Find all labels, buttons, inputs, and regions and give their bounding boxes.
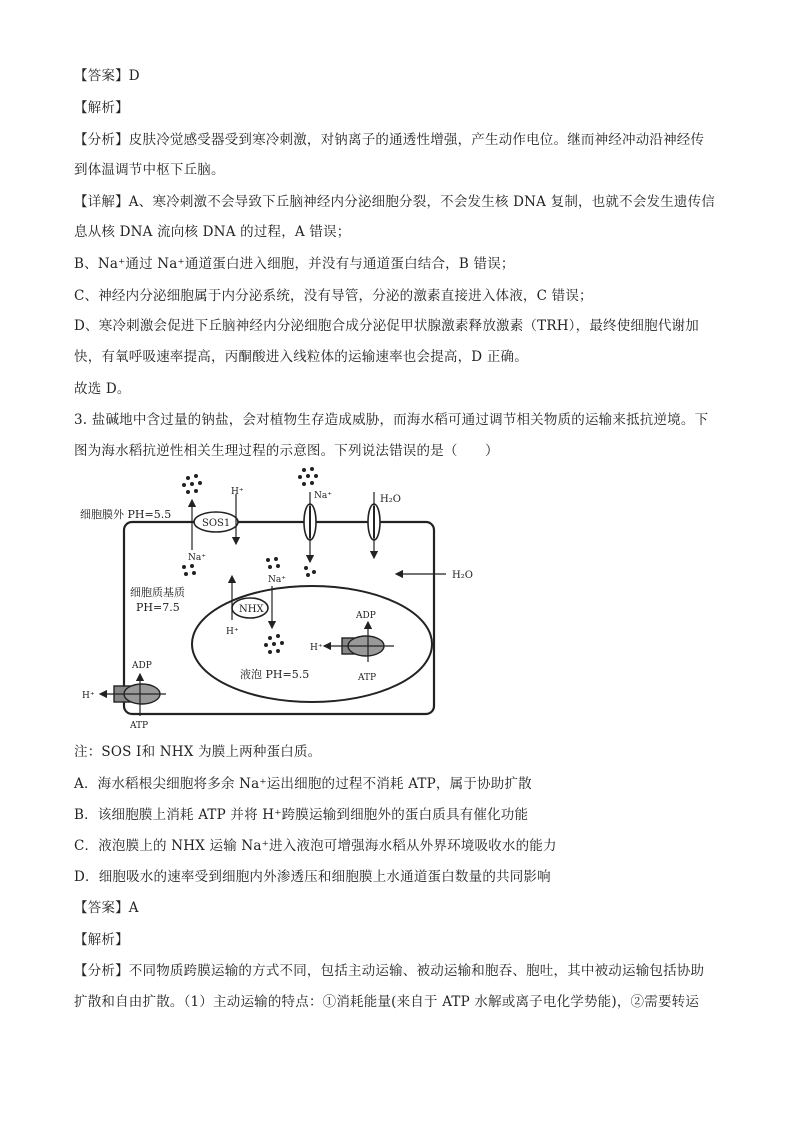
option-a: A．海水稻根尖细胞将多余 Na⁺运出细胞的过程不消耗 ATP，属于协助扩散 [74, 776, 532, 792]
h-ion-label-mem: H⁺ [82, 691, 95, 701]
na-label-2: Na⁺ [314, 491, 332, 501]
na-dots-vacuole [264, 634, 284, 654]
outside-label: 细胞膜外 PH=5.5 [80, 508, 172, 521]
text-line: C、神经内分泌细胞属于内分泌系统，没有导管，分泌的激素直接进入体液，C 错误； [74, 288, 593, 304]
nhx-label: NHX [239, 604, 264, 615]
answer-line: 【答案】D [74, 68, 140, 84]
text-line: 【详解】A、寒冷刺激不会导致下丘脑神经内分泌细胞分裂，不会发生核 DNA 复制，也就不会发生遗传信 [74, 194, 716, 210]
na-dots-cytoplasm [182, 564, 196, 576]
text-line: B、Na⁺通过 Na⁺通道蛋白进入细胞，并没有与通道蛋白结合，B 错误； [74, 256, 515, 272]
atp-label-1: ATP [358, 673, 377, 683]
na-dots-outside-2 [298, 467, 318, 486]
na-label-1: Na⁺ [188, 553, 206, 563]
cell-diagram [74, 462, 504, 734]
option-c: C．液泡膜上的 NHX 运输 Na⁺进入液泡可增强海水稻从外界环境吸收水的能力 [74, 838, 557, 854]
adp-label-1: ADP [356, 611, 376, 621]
option-d: D．细胞吸水的速率受到细胞内外渗透压和细胞膜上水通道蛋白数量的共同影响 [74, 869, 551, 885]
na-label-3: Na⁺ [268, 575, 286, 585]
atp-label-2: ATP [130, 721, 149, 731]
text-line: 扩散和自由扩散。（1）主动运输的特点：①消耗能量(来自于 ATP 水解或离子电化学势能)，②需要转运 [74, 994, 700, 1010]
h-ion-label-vac: H⁺ [310, 643, 323, 653]
h2o-label-1: H₂O [380, 494, 401, 505]
sos1-label: SOS1 [202, 518, 231, 529]
analysis-heading: 【解析】 [74, 100, 129, 116]
h-ion-label-nhx: H⁺ [226, 627, 239, 637]
adp-label-2: ADP [132, 661, 152, 671]
text-line: D、寒冷刺激会促进下丘脑神经内分泌细胞合成分泌促甲状腺激素释放激素（TRH），最终使细胞代谢加 [74, 318, 699, 334]
note-line: 注：SOS Ⅰ和 NHX 为膜上两种蛋白质。 [74, 744, 322, 760]
text-line: 息从核 DNA 流向核 DNA 的过程，A 错误； [74, 224, 351, 240]
text-line: 【分析】皮肤冷觉感受器受到寒冷刺激，对钠离子的通透性增强，产生动作电位。继而神经冲动沿神经传 [74, 132, 705, 148]
text-line: 快，有氧呼吸速率提高，丙酮酸进入线粒体的运输速率也会提高，D 正确。 [74, 349, 528, 365]
h2o-label-2: H₂O [452, 570, 473, 581]
option-b: B．该细胞膜上消耗 ATP 并将 H⁺跨膜运输到细胞外的蛋白质具有催化功能 [74, 807, 529, 823]
cell-membrane [124, 522, 434, 714]
text-line: 【分析】不同物质跨膜运输的方式不同，包括主动运输、被动运输和胞吞、胞吐，其中被动运输包括协助 [74, 963, 705, 979]
h-ion-label: H⁺ [231, 487, 244, 497]
analysis-heading-2: 【解析】 [74, 932, 129, 948]
text-line: 故选 D。 [74, 381, 131, 397]
answer-line-2: 【答案】A [74, 900, 139, 916]
na-dots-outside-1 [182, 474, 202, 494]
cytoplasm-ph: PH=7.5 [136, 601, 180, 614]
na-dots-inside-2 [304, 566, 316, 577]
question-line: 3. 盐碱地中含过量的钠盐，会对植物生存造成威胁，而海水稻可通过调节相关物质的运输来抵抗逆境。下 [74, 412, 709, 428]
cytoplasm-label: 细胞质基质 [130, 586, 185, 599]
question-line: 图为海水稻抗逆性相关生理过程的示意图。下列说法错误的是（ ） [74, 443, 499, 459]
vacuole-label: 液泡 PH=5.5 [240, 668, 310, 681]
na-dots-nhx-top [266, 557, 280, 569]
text-line: 到体温调节中枢下丘脑。 [74, 162, 225, 178]
